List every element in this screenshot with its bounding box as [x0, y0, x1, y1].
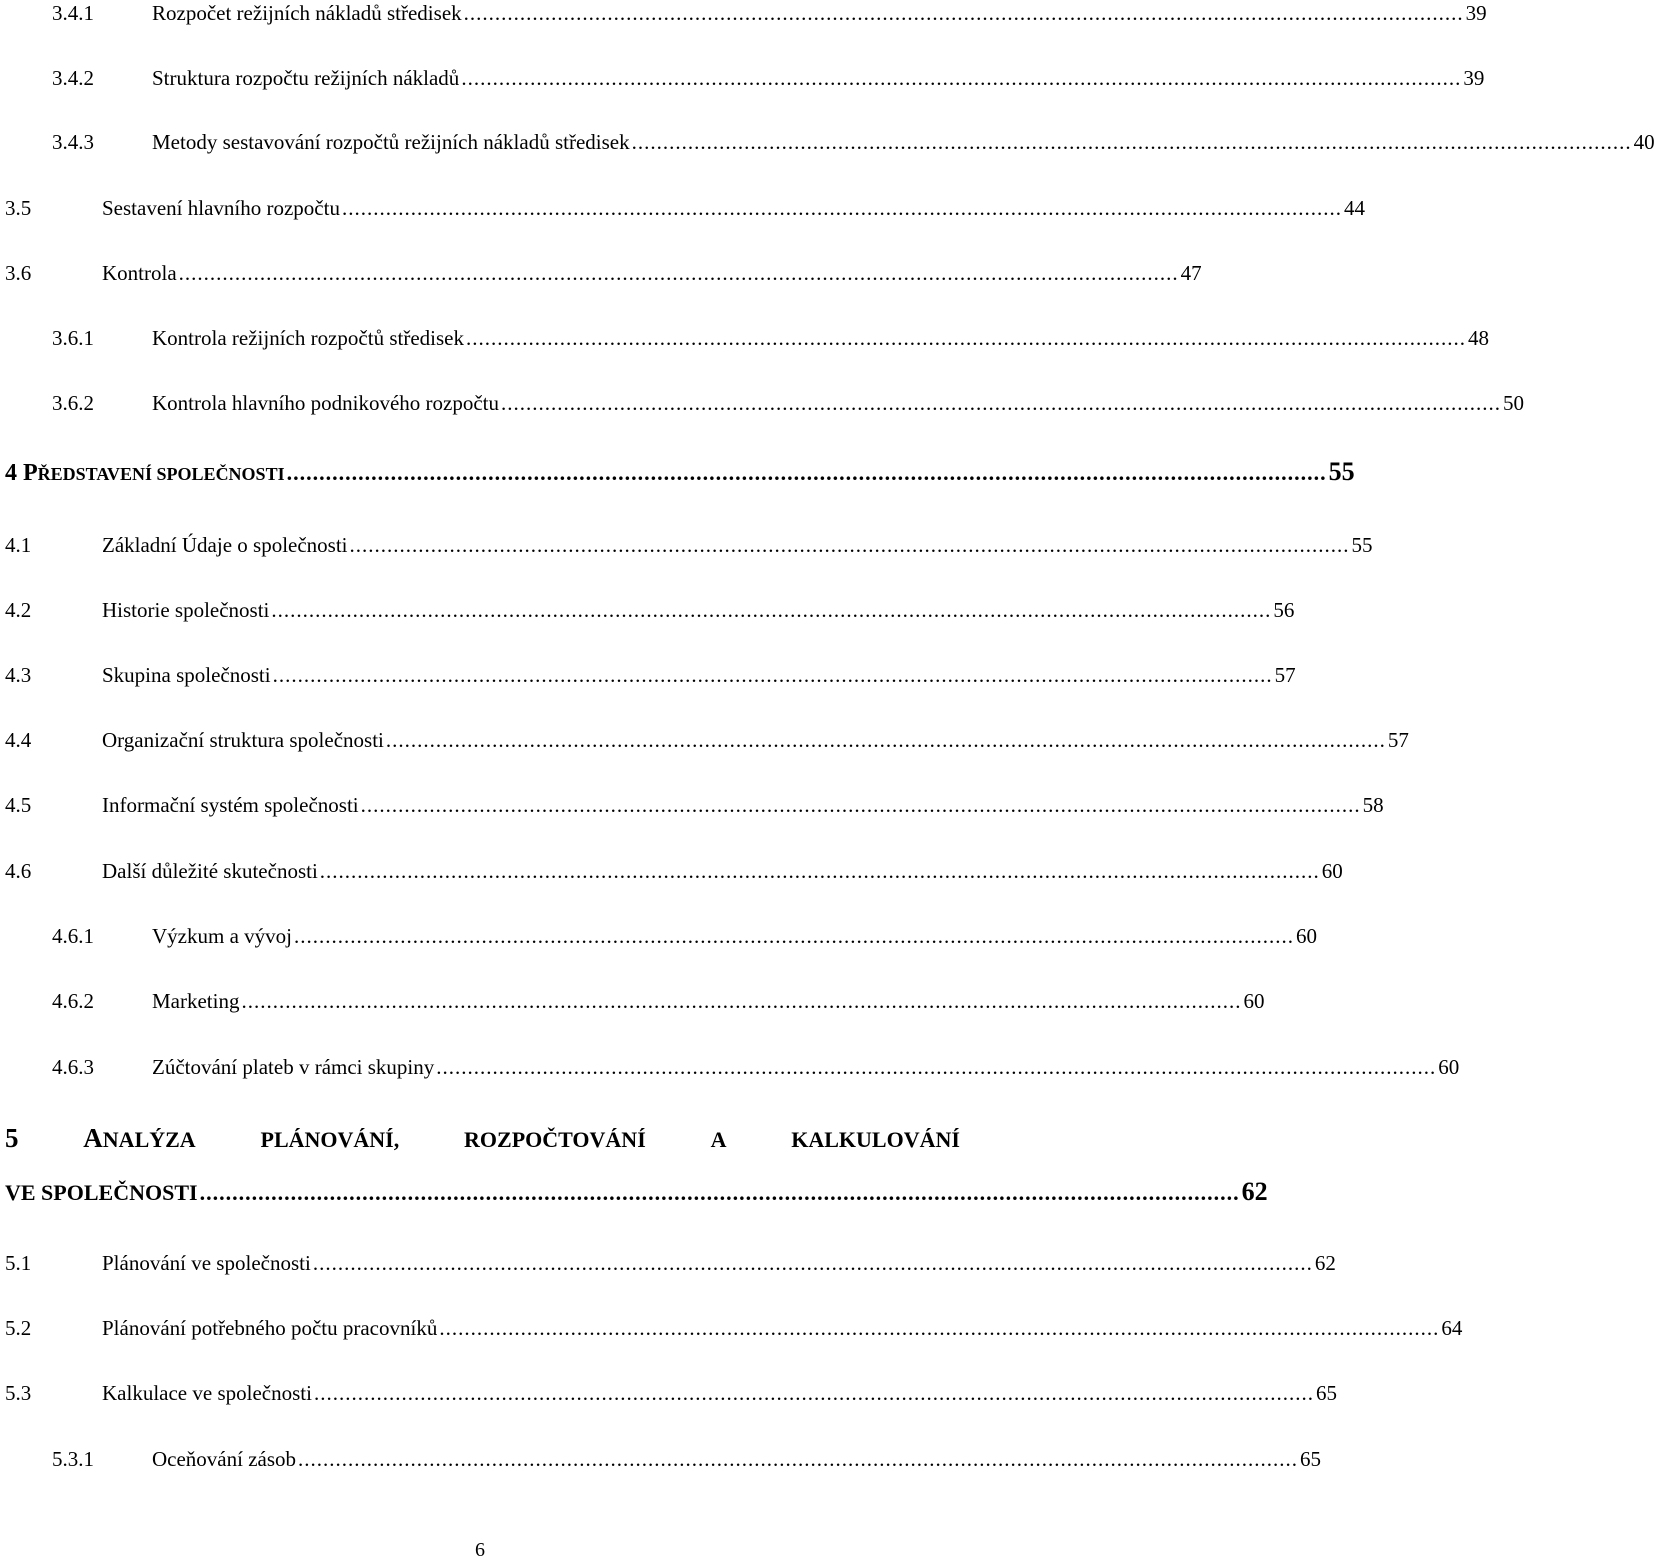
- toc-leader-dots: ................................................................................................................................................................: [360, 793, 1361, 817]
- toc-entry[interactable]: [0, 1050, 1460, 1084]
- toc-entry-page: 65: [1298, 1442, 1321, 1476]
- toc-entry-page: 58: [1361, 788, 1384, 822]
- toc-entry-page: 60: [1320, 854, 1343, 888]
- toc-entry-number: 4.4: [5, 728, 32, 752]
- toc-chapter-title-continued: VE SPOLEČNOSTI: [5, 1175, 200, 1211]
- toc-leader-dots: ................................................................................................................................................................: [341, 196, 1342, 220]
- toc-entry-page: 55: [1350, 528, 1373, 562]
- toc-leader-dots: ................................................................................................................................................................: [293, 924, 1294, 948]
- toc-entry-number: 3.6.2: [52, 391, 94, 415]
- toc-entry[interactable]: [0, 984, 1265, 1018]
- toc-leader-dots: ................................................................................................................................................................: [272, 663, 1273, 687]
- toc-leader-dots: ................................................................................................................................................................: [461, 66, 1462, 90]
- toc-entry[interactable]: [0, 386, 1525, 420]
- toc-entry-number: 3.5: [5, 196, 32, 220]
- toc-entry-page: 65: [1314, 1376, 1337, 1410]
- toc-chapter-word: PLÁNOVÁNÍ,: [260, 1127, 400, 1152]
- toc-entry-title: Rozpočet režijních nákladů středisek: [152, 0, 464, 30]
- toc-entry-page: 60: [1436, 1050, 1459, 1084]
- toc-chapter-word: ANALÝZA: [83, 1123, 196, 1153]
- toc-entry-page: 40: [1632, 125, 1655, 159]
- toc-entry[interactable]: [0, 723, 1409, 757]
- toc-entry-title: Struktura rozpočtu režijních nákladů: [152, 61, 461, 95]
- toc-entry-page: 39: [1464, 0, 1487, 30]
- toc-entry-page: 47: [1179, 256, 1202, 290]
- toc-entry[interactable]: [0, 788, 1384, 822]
- toc-entry-page: 60: [1294, 919, 1317, 953]
- toc-entry[interactable]: [0, 61, 1485, 95]
- toc-entry-title: Metody sestavování rozpočtů režijních nákladů středisek: [152, 125, 632, 159]
- toc-entry[interactable]: [0, 125, 1655, 159]
- toc-chapter-word: ROZPOČTOVÁNÍ: [464, 1127, 646, 1152]
- toc-entry[interactable]: [0, 854, 1343, 888]
- toc-entry-page: 64: [1439, 1311, 1462, 1345]
- toc-leader-dots: ................................................................................................................................................................: [199, 1180, 1240, 1205]
- toc-entry-number: 4.6.3: [52, 1055, 94, 1079]
- toc-leader-dots: ................................................................................................................................................................: [631, 130, 1632, 154]
- toc-leader-dots: ................................................................................................................................................................: [241, 989, 1242, 1013]
- toc-chapter-number: 4: [5, 460, 17, 486]
- toc-entry[interactable]: [0, 321, 1489, 355]
- toc-chapter-title: PŘEDSTAVENÍ SPOLEČNOSTI: [23, 455, 287, 492]
- toc-entry-number: 3.4.3: [52, 130, 94, 154]
- toc-entry-number: 3.6: [5, 261, 32, 285]
- toc-entry-title: Organizační struktura společnosti: [102, 723, 386, 757]
- toc-leader-dots: ................................................................................................................................................................: [298, 1447, 1299, 1471]
- toc-entry-page: 44: [1342, 191, 1365, 225]
- toc-entry-title: Sestavení hlavního rozpočtu: [102, 191, 342, 225]
- page-number: 6: [475, 1539, 485, 1561]
- toc-leader-dots: ................................................................................................................................................................: [349, 533, 1350, 557]
- toc-leader-dots: ................................................................................................................................................................: [439, 1316, 1440, 1340]
- toc-entry-page: 62: [1313, 1246, 1336, 1280]
- toc-entry[interactable]: [0, 919, 1317, 953]
- toc-chapter-word: KALKULOVÁNÍ: [791, 1127, 960, 1152]
- toc-entry-page: 60: [1241, 984, 1264, 1018]
- toc-entry-title: Kalkulace ve společnosti: [102, 1376, 314, 1410]
- toc-entry[interactable]: [0, 1311, 1463, 1345]
- toc-entry-number: 5.1: [5, 1251, 32, 1275]
- toc-entry[interactable]: [0, 658, 1296, 692]
- toc-entry-number: 4.6.1: [52, 924, 94, 948]
- toc-entry-page: 39: [1461, 61, 1484, 95]
- toc-entry-number: 5.3.1: [52, 1447, 94, 1471]
- toc-entry-title: Historie společnosti: [102, 593, 271, 627]
- toc-entry[interactable]: [0, 1442, 1322, 1476]
- toc-leader-dots: ................................................................................................................................................................: [385, 728, 1386, 752]
- toc-chapter-page: 62: [1240, 1174, 1268, 1210]
- toc-entry-number: 5.3: [5, 1381, 32, 1405]
- toc-entry-title: Skupina společnosti: [102, 658, 273, 692]
- toc-entry-title: Kontrola: [102, 256, 179, 290]
- toc-chapter-page: 55: [1327, 454, 1355, 490]
- toc-entry-title: Marketing: [152, 984, 241, 1018]
- toc-chapter-heading-line2[interactable]: [5, 1174, 1268, 1210]
- toc-entry-page: 56: [1271, 593, 1294, 627]
- toc-entry-page: 48: [1466, 321, 1489, 355]
- toc-entry[interactable]: [0, 528, 1373, 562]
- toc-entry-number: 3.6.1: [52, 326, 94, 350]
- toc-entry-title: Zúčtování plateb v rámci skupiny: [152, 1050, 436, 1084]
- toc-leader-dots: ................................................................................................................................................................: [501, 391, 1502, 415]
- toc-entry-title: Základní Údaje o společnosti: [102, 528, 350, 562]
- toc-leader-dots: ................................................................................................................................................................: [286, 460, 1327, 485]
- toc-leader-dots: ................................................................................................................................................................: [312, 1251, 1313, 1275]
- toc-leader-dots: ................................................................................................................................................................: [271, 598, 1272, 622]
- toc-entry-page: 57: [1273, 658, 1296, 692]
- toc-entry-number: 4.3: [5, 663, 32, 687]
- toc-entry-number: 4.6.2: [52, 989, 94, 1013]
- toc-entry-title: Kontrola hlavního podnikového rozpočtu: [152, 386, 501, 420]
- toc-entry-title: Kontrola režijních rozpočtů středisek: [152, 321, 466, 355]
- toc-entry-title: Plánování ve společnosti: [102, 1246, 313, 1280]
- toc-leader-dots: ................................................................................................................................................................: [465, 326, 1466, 350]
- toc-entry[interactable]: [0, 593, 1295, 627]
- toc-entry-page: 50: [1501, 386, 1524, 420]
- toc-entry[interactable]: [0, 256, 1202, 290]
- toc-entry-page: 57: [1386, 723, 1409, 757]
- toc-leader-dots: ................................................................................................................................................................: [319, 859, 1320, 883]
- toc-leader-dots: ................................................................................................................................................................: [178, 261, 1179, 285]
- toc-entry-title: Informační systém společnosti: [102, 788, 361, 822]
- toc-leader-dots: ................................................................................................................................................................: [436, 1055, 1437, 1079]
- toc-entry-number: 3.4.1: [52, 1, 94, 25]
- toc-chapter-number: 5: [5, 1123, 19, 1153]
- toc-entry-title: Plánování potřebného počtu pracovníků: [102, 1311, 439, 1345]
- toc-entry-number: 4.6: [5, 859, 32, 883]
- toc-chapter-heading[interactable]: [0, 454, 1355, 490]
- toc-entry[interactable]: [0, 1246, 1336, 1280]
- toc-entry-title: Oceňování zásob: [152, 1442, 298, 1476]
- toc-leader-dots: ................................................................................................................................................................: [313, 1381, 1314, 1405]
- toc-entry-title: Další důležité skutečnosti: [102, 854, 320, 888]
- toc-entry[interactable]: [0, 0, 1487, 30]
- toc-entry[interactable]: [0, 1376, 1337, 1410]
- toc-entry[interactable]: [0, 191, 1365, 225]
- toc-entry-number: 4.1: [5, 533, 32, 557]
- toc-entry-number: 5.2: [5, 1316, 32, 1340]
- toc-entry-number: 4.5: [5, 793, 32, 817]
- toc-entry-number: 3.4.2: [52, 66, 94, 90]
- toc-entry-title: Výzkum a vývoj: [152, 919, 294, 953]
- toc-chapter-word: A: [710, 1127, 727, 1152]
- toc-leader-dots: ................................................................................................................................................................: [463, 1, 1464, 25]
- toc-entry-number: 4.2: [5, 598, 32, 622]
- toc-chapter-heading-line1[interactable]: [5, 1118, 960, 1158]
